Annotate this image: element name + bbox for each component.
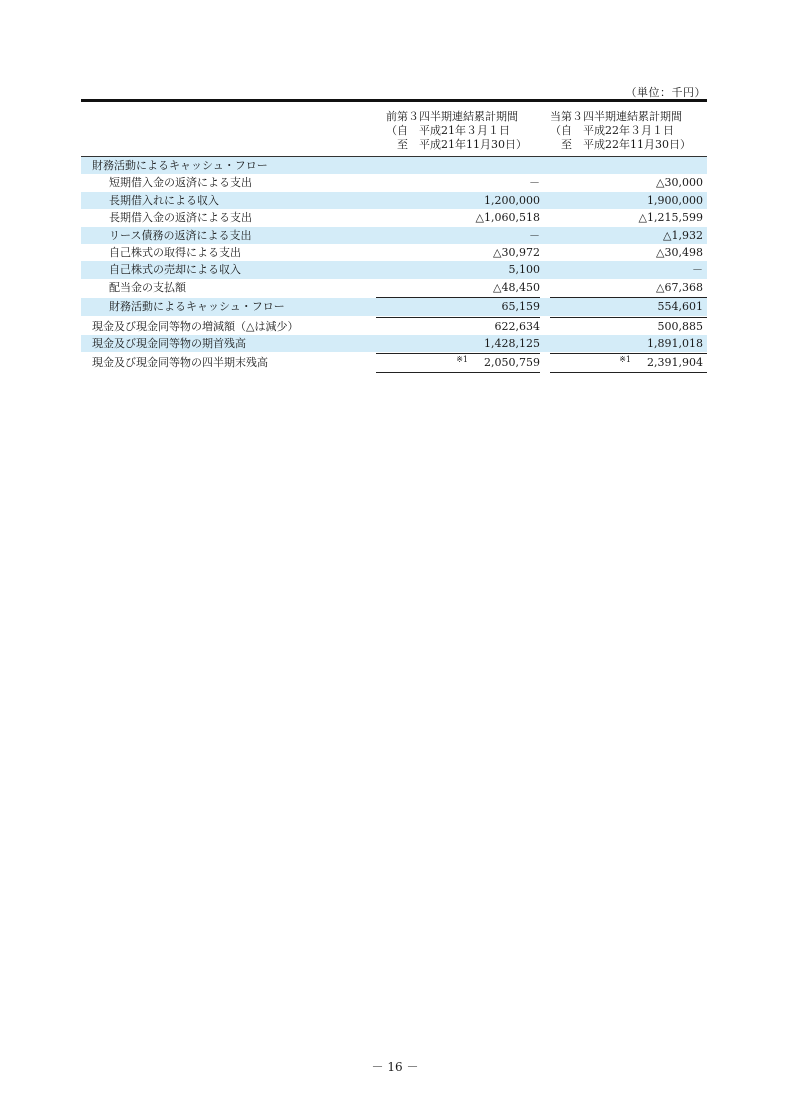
current-value: △30,000 (656, 176, 703, 190)
table-row (81, 261, 707, 278)
previous-value: 65,159 (501, 300, 540, 314)
current-value: － (692, 263, 703, 277)
previous-value: △48,450 (493, 280, 540, 294)
table-row (81, 335, 707, 352)
footnote-mark: ※1 (456, 355, 469, 365)
row-label: 現金及び現金同等物の期首残高 (92, 336, 246, 350)
row-label: 現金及び現金同等物の四半期末残高 (92, 356, 268, 370)
unit-note: （単位：千円） (625, 86, 706, 99)
table-row (81, 174, 707, 191)
table-row (81, 192, 707, 209)
header-current-period: 当第３四半期連結累計期間 （自 平成22年３月１日 至 平成22年11月30日） (550, 110, 691, 151)
row-label: 長期借入金の返済による支出 (109, 211, 252, 225)
row-label: 短期借入金の返済による支出 (109, 176, 252, 190)
table-row (81, 244, 707, 261)
page-number: － 16 － (371, 1060, 419, 1074)
current-value: △1,215,599 (638, 211, 703, 225)
previous-value: 1,200,000 (484, 193, 540, 207)
table-row (81, 227, 707, 244)
table-row (81, 354, 707, 371)
previous-value: $^{※1}$ 2,050,759 (456, 355, 540, 370)
previous-value: △1,060,518 (475, 211, 540, 225)
current-value: $^{※1}$ 2,391,904 (619, 355, 703, 370)
table-row (81, 318, 707, 335)
row-label: 長期借入れによる収入 (109, 193, 219, 207)
table-row (81, 157, 707, 174)
current-value: 1,891,018 (647, 336, 703, 350)
current-value: △67,368 (656, 280, 703, 294)
previous-value: － (529, 176, 540, 190)
current-value: 1,900,000 (647, 193, 703, 207)
row-label: 自己株式の取得による支出 (109, 245, 241, 259)
row-label: 配当金の支払額 (109, 280, 186, 294)
current-value: 500,885 (657, 319, 703, 333)
total-rule (550, 372, 707, 373)
current-value: △30,498 (656, 245, 703, 259)
cash-flow-table (81, 99, 707, 372)
header-previous-period: 前第３四半期連結累計期間 （自 平成21年３月１日 至 平成21年11月30日） (386, 110, 527, 151)
current-value: 554,601 (657, 300, 703, 314)
previous-value: 5,100 (508, 263, 540, 277)
previous-value: 1,428,125 (484, 336, 540, 350)
row-label: リース債務の返済による支出 (109, 228, 252, 242)
row-label: 財務活動によるキャッシュ・フロー (92, 159, 268, 172)
previous-value: － (529, 228, 540, 242)
previous-value: △30,972 (493, 245, 540, 259)
table-row (81, 209, 707, 226)
table-row (81, 298, 707, 315)
current-value: △1,932 (663, 228, 703, 242)
table-header (81, 102, 707, 157)
footnote-mark: ※1 (619, 355, 632, 365)
total-rule (376, 372, 540, 373)
row-label: 自己株式の売却による収入 (109, 263, 241, 277)
table-row (81, 279, 707, 296)
previous-value: 622,634 (494, 319, 540, 333)
row-label: 現金及び現金同等物の増減額（△は減少） (92, 319, 299, 333)
row-label: 財務活動によるキャッシュ・フロー (109, 300, 285, 314)
